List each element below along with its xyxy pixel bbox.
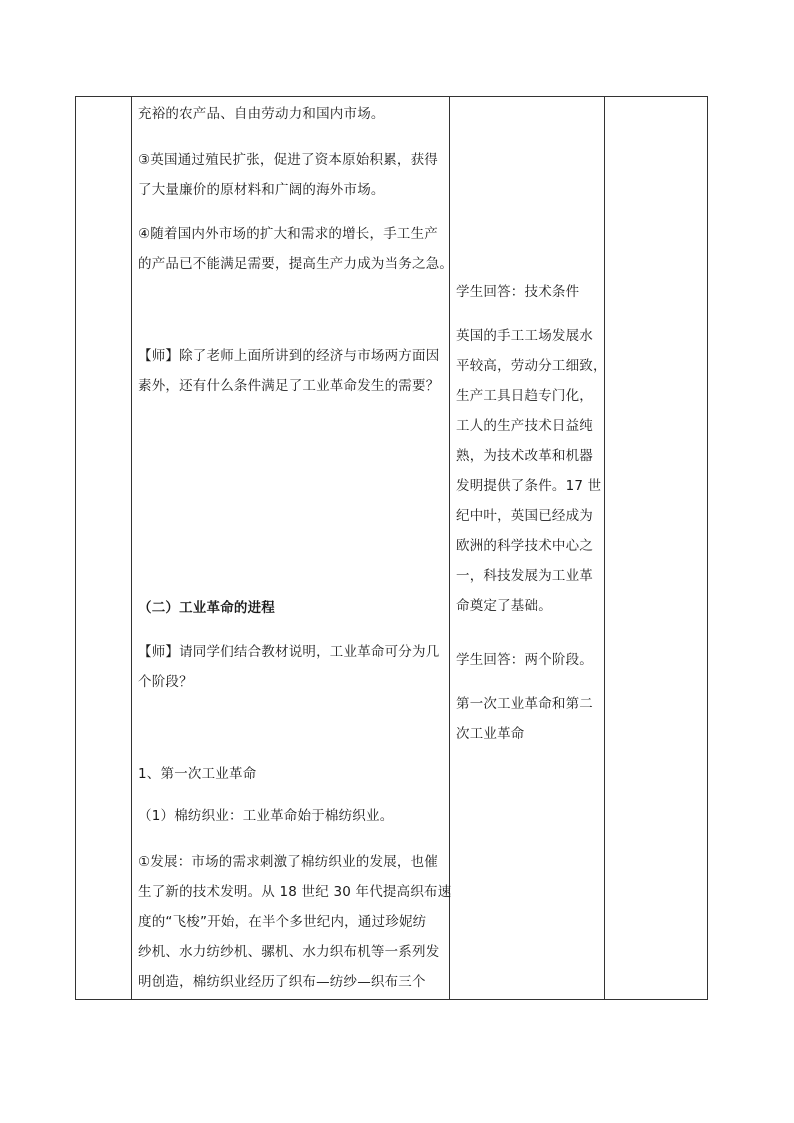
student-answer: 学生回答：两个阶段。 [456,652,593,668]
student-answer: 学生回答：技术条件 [456,284,580,300]
paragraph: 充裕的农产品、自由劳动力和国内市场。 [138,106,385,122]
student-answer: 纪中叶，英国已经成为 [456,508,593,524]
student-answer: 一，科技发展为工业革 [456,568,593,584]
paragraph: ④随着国内外市场的扩大和需求的增长，手工生产 [138,226,439,242]
paragraph: （1）棉纺织业：工业革命始于棉纺织业。 [138,808,394,824]
student-answer: 命奠定了基础。 [456,598,552,614]
student-answer: 欧洲的科学技术中心之 [456,538,593,554]
student-answer: 英国的手工工场发展水 [456,328,593,344]
teacher-question: 个阶段？ [138,674,193,690]
student-answer: 生产工具日趋专门化， [456,388,593,404]
paragraph: 生了新的技术发明。从 18 世纪 30 年代提高织布速 [138,884,452,900]
paragraph: ①发展：市场的需求刺激了棉纺织业的发展，也催 [138,854,439,870]
label-column [76,97,131,999]
paragraph: 度的“飞梭”开始，在半个多世纪内，通过珍妮纺 [138,914,427,930]
student-answer: 工人的生产技术日益纯 [456,418,593,434]
student-response-column [450,97,607,999]
student-answer: 次工业革命 [456,726,525,742]
lesson-table [75,96,708,1000]
subsection-heading: 1、第一次工业革命 [138,766,257,782]
paragraph: 了大量廉价的原材料和广阔的海外市场。 [138,182,385,198]
paragraph: ③英国通过殖民扩张，促进了资本原始积累，获得 [138,152,439,168]
paragraph: 纱机、水力纺纱机、骡机、水力织布机等一系列发 [138,944,440,960]
teacher-question: 【师】请同学们结合教材说明，工业革命可分为几 [138,644,440,660]
student-answer: 发明提供了条件。17 世 [456,478,602,494]
paragraph: 明创造，棉纺织业经历了织布—纺纱—织布三个 [138,974,426,990]
section-heading: （二）工业革命的进程 [138,600,275,616]
student-answer: 平较高，劳动分工细致， [456,358,607,374]
teacher-question: 【师】除了老师上面所讲到的经济与市场两方面因 [138,348,440,364]
student-answer: 熟，为技术改革和机器 [456,448,593,464]
teacher-content-column [132,97,454,999]
student-answer: 第一次工业革命和第二 [456,696,593,712]
paragraph: 的产品已不能满足需要，提高生产力成为当务之急。 [138,256,454,272]
notes-column [605,97,707,999]
teacher-question: 素外，还有什么条件满足了工业革命发生的需要？ [138,378,440,394]
